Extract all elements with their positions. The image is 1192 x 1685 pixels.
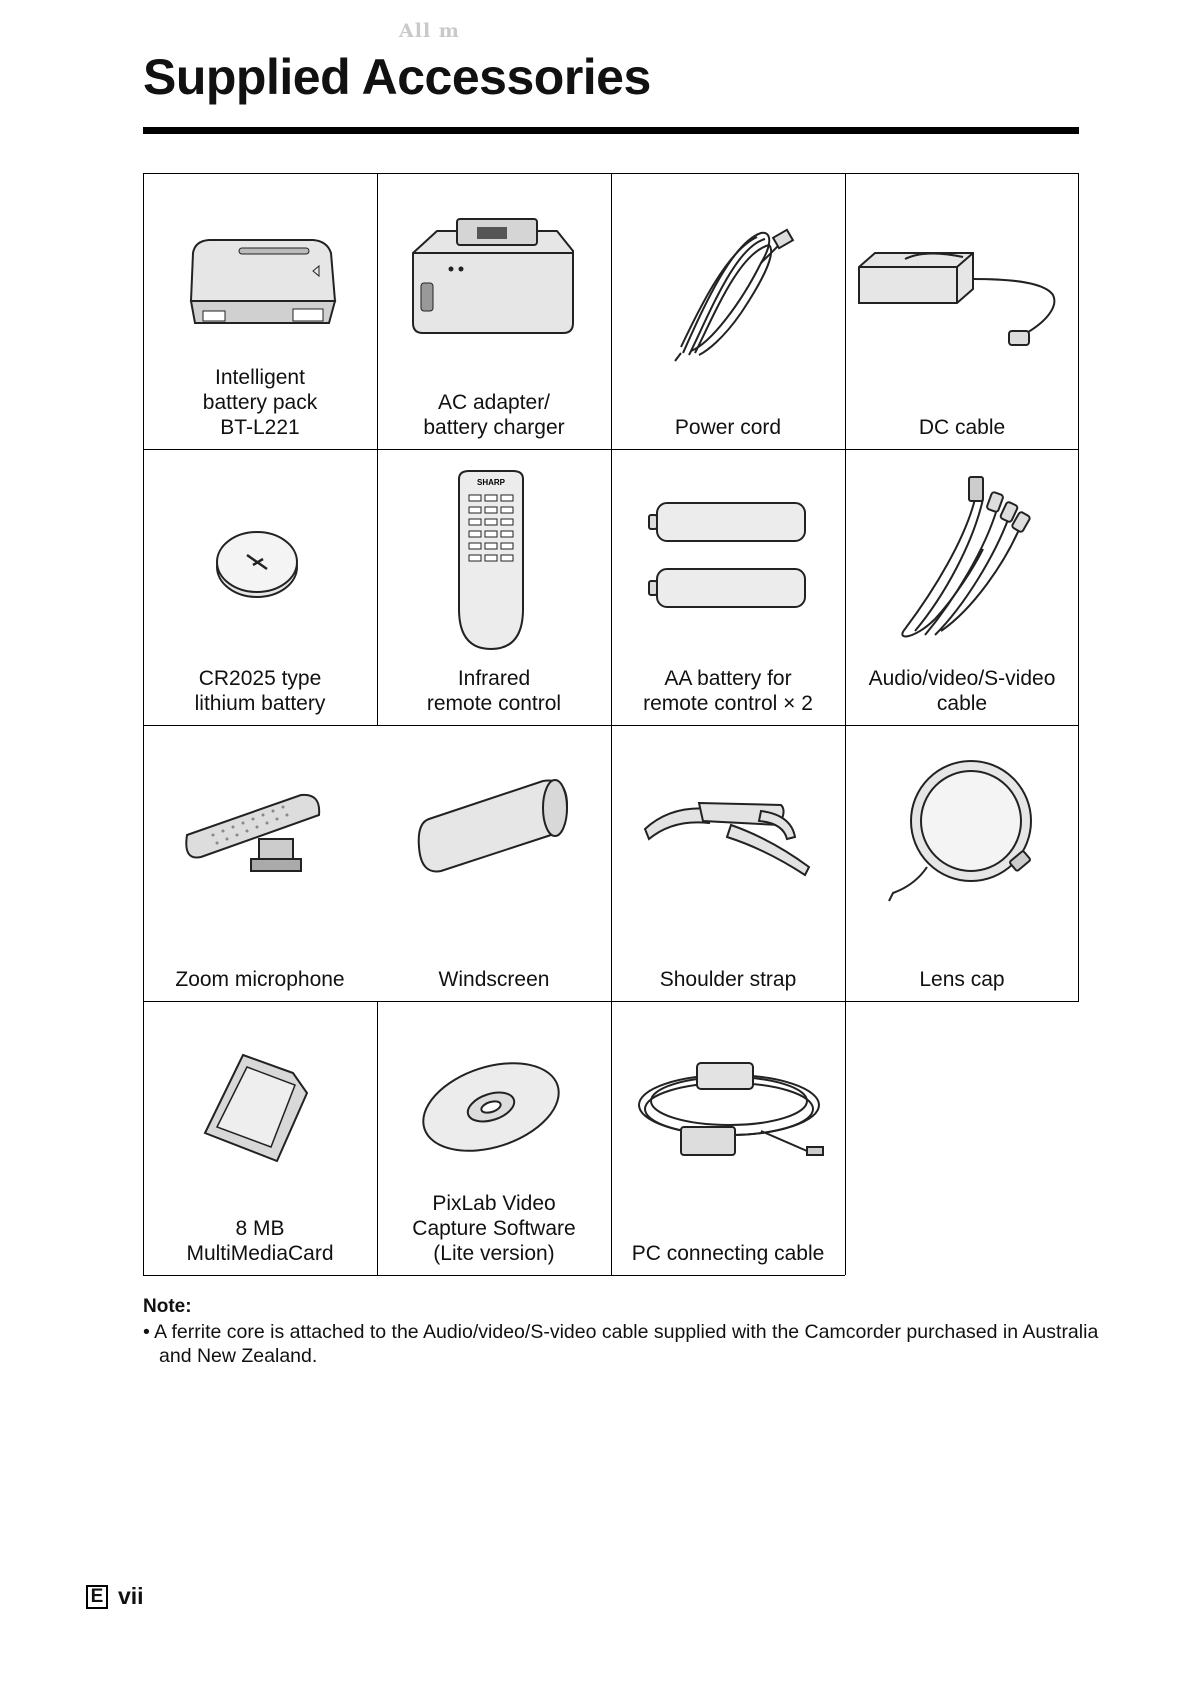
remote-control-icon [377, 459, 611, 669]
charger-icon [377, 183, 611, 393]
accessory-caption: Lens cap [919, 968, 1005, 991]
language-badge: E [86, 1585, 108, 1609]
accessory-cell-aa-battery [611, 449, 845, 725]
accessory-caption: PixLab Video Capture Software (Lite version) [412, 1192, 576, 1265]
accessory-caption: Power cord [674, 416, 782, 439]
grid-line [377, 1001, 378, 1275]
accessory-caption: Shoulder strap [659, 968, 797, 991]
accessory-cell-shoulder-strap [611, 725, 845, 1001]
accessory-caption: Intelligent battery pack BT-L221 [202, 366, 318, 439]
grid-line [845, 173, 846, 1275]
accessory-cell-battery-pack [143, 173, 377, 449]
windscreen-icon [377, 735, 611, 945]
page-footer [86, 1583, 144, 1610]
accessory-cell-av-cable [845, 449, 1079, 725]
grid-line [1078, 173, 1079, 1001]
grid-line [377, 173, 378, 725]
accessory-caption: PC connecting cable [631, 1242, 825, 1265]
accessory-caption: 8 MB MultiMediaCard [186, 1217, 334, 1265]
accessory-caption: Zoom microphone [175, 968, 345, 991]
accessory-cell-charger [377, 173, 611, 449]
accessory-caption: Infrared remote control [426, 667, 562, 715]
accessory-cell-dc-cable [845, 173, 1079, 449]
accessory-cell-windscreen [377, 725, 611, 1001]
accessory-cell-pc-cable [611, 1001, 845, 1275]
title-rule [143, 127, 1079, 134]
microphone-icon [143, 735, 377, 945]
page-number: vii [118, 1583, 144, 1609]
accessory-caption: AA battery for remote control × 2 [643, 667, 813, 715]
aa-battery-icon [611, 459, 845, 669]
accessory-caption: Audio/video/S-video cable [868, 667, 1056, 715]
shoulder-strap-icon [611, 735, 845, 945]
accessory-cell-power-cord [611, 173, 845, 449]
accessory-cell-cd-rom [377, 1001, 611, 1275]
av-cable-icon [845, 459, 1079, 669]
accessories-grid [143, 173, 1079, 1275]
accessory-cell-coin-battery [143, 449, 377, 725]
accessory-caption: CR2025 type lithium battery [194, 667, 326, 715]
accessory-cell-lens-cap [845, 725, 1079, 1001]
accessory-caption: Windscreen [438, 968, 550, 991]
accessory-cell-remote-control [377, 449, 611, 725]
remote-brand-text: SHARP [476, 478, 506, 487]
accessory-cell-memory-card [143, 1001, 377, 1275]
lens-cap-icon [845, 735, 1079, 945]
watermark-text: All m [399, 20, 460, 42]
note-text: • A ferrite core is attached to the Audio/video/S-video cable supplied with the Camcorder purchased in Australia and New Zealand. [143, 1321, 1099, 1367]
page-title: Supplied Accessories [143, 49, 651, 105]
note-label: Note: [143, 1296, 192, 1317]
grid-line [143, 1275, 845, 1276]
grid-line [611, 173, 612, 1275]
grid-line [143, 173, 144, 1275]
cd-rom-icon [377, 1011, 611, 1221]
battery-pack-icon [143, 183, 377, 393]
pc-cable-icon [611, 1011, 845, 1221]
memory-card-icon [143, 1011, 377, 1221]
coin-battery-icon [143, 459, 377, 669]
accessory-cell-microphone [143, 725, 377, 1001]
accessory-caption: DC cable [918, 416, 1006, 439]
power-cord-icon [611, 183, 845, 393]
accessory-caption: AC adapter/ battery charger [423, 391, 565, 439]
dc-cable-icon [845, 183, 1079, 393]
